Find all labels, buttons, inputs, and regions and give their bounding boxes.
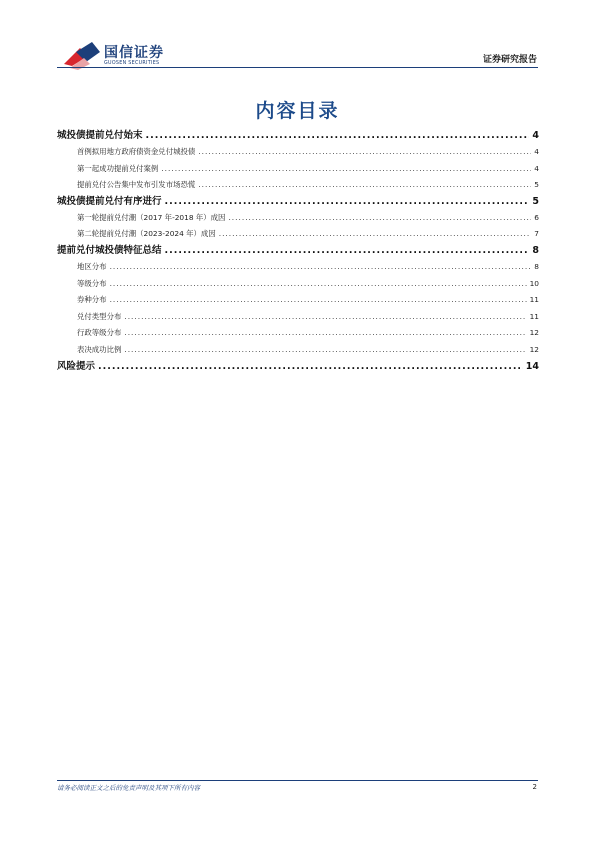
toc-entry-page: 11 xyxy=(529,311,539,321)
toc-entry-page: 5 xyxy=(532,195,539,207)
page-number: 2 xyxy=(532,783,537,791)
toc-entry-page: 11 xyxy=(529,295,539,305)
toc-entry-text: 提前兑付公告集中发布引发市场恐慌 xyxy=(77,180,196,190)
toc-entry-text: 等级分布 xyxy=(77,278,107,288)
toc-entry-text: 表决成功比例 xyxy=(77,344,122,354)
toc-leader-dots xyxy=(110,292,527,309)
toc-entry-page: 8 xyxy=(534,261,539,271)
brand-name-en: GUOSEN SECURITIES xyxy=(104,61,160,66)
toc-leader-dots xyxy=(110,276,527,293)
toc-entry-page: 7 xyxy=(534,229,539,239)
toc-leader-dots xyxy=(98,359,523,375)
toc-entry-text: 兑付类型分布 xyxy=(77,311,122,321)
company-logo xyxy=(62,40,180,70)
toc-leader-dots xyxy=(228,210,531,227)
toc-leader-dots xyxy=(219,226,532,243)
footer-disclaimer: 请务必阅读正文之后的免责声明及其项下所有内容 xyxy=(57,784,200,792)
header-divider xyxy=(57,67,538,68)
toc-leader-dots xyxy=(124,309,526,326)
toc-entry-text: 地区分布 xyxy=(77,261,107,271)
toc-entry-page: 10 xyxy=(529,278,539,288)
toc-entry-subsection[interactable] xyxy=(57,309,539,326)
toc-entry-text: 第二轮提前兑付潮（2023-2024 年）成因 xyxy=(77,229,216,239)
toc-leader-dots xyxy=(198,177,531,194)
toc-entry-section[interactable] xyxy=(57,243,539,259)
page-header xyxy=(0,0,595,72)
toc-entry-subsection[interactable] xyxy=(57,177,539,194)
toc-entry-text: 城投债提前兑付有序进行 xyxy=(57,195,162,207)
toc-leader-dots xyxy=(198,144,531,161)
brand-name-cn: 国信证券 xyxy=(104,45,164,61)
toc-entry-page: 8 xyxy=(532,244,539,256)
toc-entry-text: 城投债提前兑付始末 xyxy=(57,130,143,141)
toc-leader-dots xyxy=(165,194,530,210)
toc-leader-dots xyxy=(165,243,530,259)
toc-entry-text: 首例拟用地方政府债资金兑付城投债 xyxy=(77,147,196,156)
toc-entry-subsection[interactable] xyxy=(57,342,539,359)
toc-entry-subsection[interactable] xyxy=(57,325,539,342)
toc-entry-subsection[interactable] xyxy=(57,292,539,309)
document-type-label: 证券研究报告 xyxy=(482,55,537,65)
toc-entry-subsection[interactable] xyxy=(57,276,539,293)
toc-entry-subsection[interactable] xyxy=(57,210,539,227)
toc-entry-page: 4 xyxy=(534,147,539,156)
toc-entry-text: 行政等级分布 xyxy=(77,328,122,338)
toc-entry-section[interactable] xyxy=(57,194,539,210)
toc-entry-page: 4 xyxy=(532,130,539,141)
toc-leader-dots xyxy=(161,161,531,178)
toc-entry-page: 14 xyxy=(525,360,539,372)
toc-entry-section[interactable] xyxy=(57,128,539,144)
guosen-logo-icon xyxy=(62,40,102,70)
toc-entry-section[interactable] xyxy=(57,359,539,375)
toc-title: 内容目录 xyxy=(255,100,340,122)
toc-entry-subsection[interactable] xyxy=(57,144,539,161)
toc-entry-text: 券种分布 xyxy=(77,295,107,305)
toc-entry-text: 提前兑付城投债特征总结 xyxy=(57,244,162,256)
toc-entry-subsection[interactable] xyxy=(57,259,539,276)
toc-entry-page: 4 xyxy=(534,163,539,173)
toc-entry-subsection[interactable] xyxy=(57,161,539,178)
toc-leader-dots xyxy=(110,259,532,276)
footer-divider xyxy=(57,780,538,781)
table-of-contents xyxy=(57,128,539,375)
toc-entry-page: 12 xyxy=(529,344,539,354)
toc-entry-text: 第一起成功提前兑付案例 xyxy=(77,163,159,173)
toc-entry-page: 5 xyxy=(534,180,539,190)
toc-leader-dots xyxy=(124,342,526,359)
toc-leader-dots xyxy=(146,128,530,144)
toc-entry-text: 第一轮提前兑付潮（2017 年-2018 年）成因 xyxy=(77,212,226,222)
toc-entry-page: 6 xyxy=(534,212,539,222)
toc-entry-text: 风险提示 xyxy=(57,360,96,372)
toc-entry-subsection[interactable] xyxy=(57,226,539,243)
toc-entry-page: 12 xyxy=(529,328,539,338)
toc-leader-dots xyxy=(124,325,526,342)
